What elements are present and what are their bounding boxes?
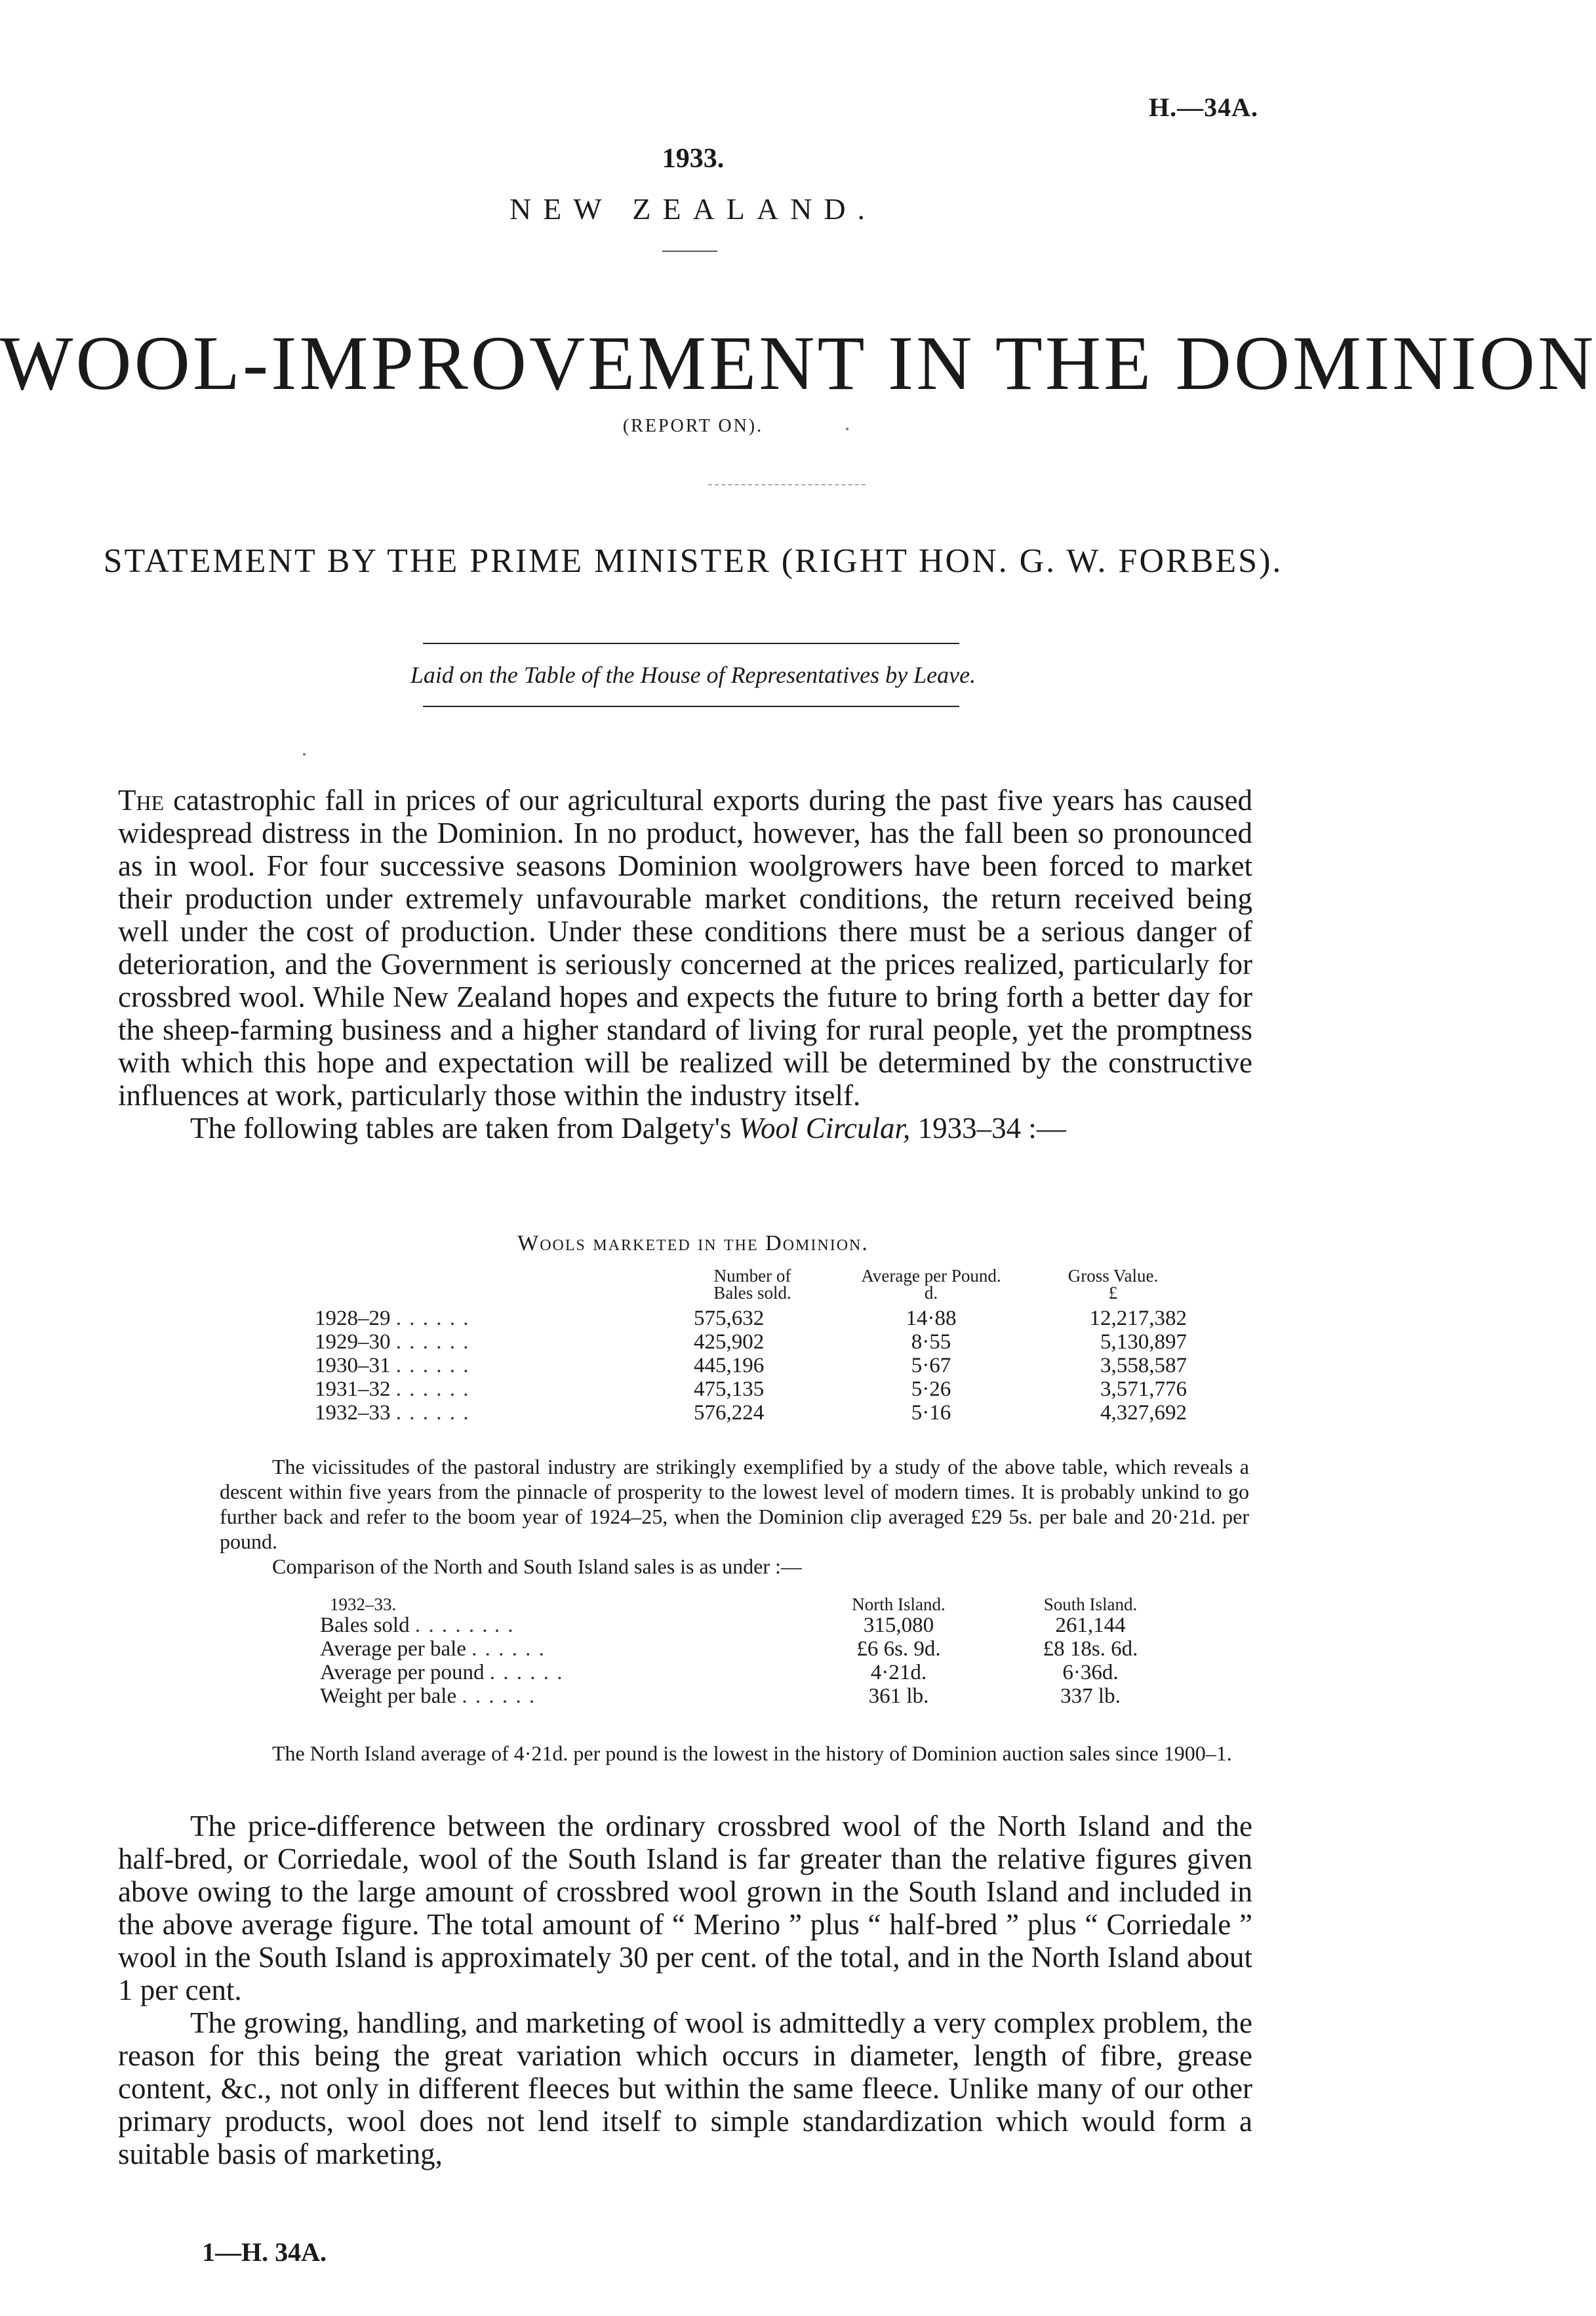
comparison-note: Comparison of the North and South Island sales is as under :— [272,1554,802,1578]
wools-marketed-table [315,1267,1187,1425]
intro-lead: The [118,784,165,817]
year-cell: 1931–32 [315,1377,391,1401]
north-average-section [220,1741,1249,1766]
table-row [320,1614,1199,1637]
average-cell: 5·67 [911,1354,951,1377]
following-text: The following tables are taken from Dalgety's [190,1112,739,1145]
gross-cell: 3,558,587 [1100,1354,1187,1377]
average-header: Average per Pound. d. [861,1266,1001,1303]
dot-leader: . . . . . . [395,1401,470,1425]
intro-paragraph [118,784,1252,1112]
gross-cell: 3,571,776 [1100,1377,1187,1401]
statement-heading: STATEMENT BY THE PRIME MINISTER (RIGHT HON. G. W. FORBES). [103,542,1283,580]
dot-leader: . . . . . . [471,1637,546,1661]
north-cell: 315,080 [863,1614,934,1637]
dot-leader: . . . . . . [395,1307,470,1330]
year-cell: 1929–30 [315,1330,391,1354]
document-year: 1933. [662,144,725,174]
table-row [320,1684,1199,1708]
north-cell: £6 6s. 9d. [856,1637,941,1661]
average-cell: 5·26 [911,1377,951,1401]
dashed-rule [708,484,866,485]
laid-on-table-note: Laid on the Table of the House of Representatives by Leave. [410,662,976,688]
intro-text: catastrophic fall in prices of our agricultural exports during the past five years has caused widespread distress in the Dominion. In no product, however, has the fall been so pronounced as in wool. For four successive seasons Dominion woolgrowers have been forced to market their production under extremely unfavourable market conditions, the return received being well under the cost of production. Under these conditions there must be a serious danger of deterioration, and the Government is seriously concerned at the prices realized, particularly for crossbred wool. While New Zealand hopes and expects the future to bring forth a better day for the sheep-farming business and a higher standard of living for rural people, yet the promptness with which this hope and expectation will be realized will be determined by the constructive influences at work, particularly those within the industry itself. [118,784,1252,1112]
print-speck [846,428,848,430]
row-label: Average per pound [320,1661,485,1684]
dot-leader: . . . . . . [395,1354,470,1377]
north-cell: 361 lb. [868,1684,929,1708]
north-average-note: The North Island average of 4·21d. per pound is the lowest in the history of Dominion auction sales since 1900–1. [272,1741,1232,1765]
bales-cell: 425,902 [694,1330,765,1354]
north-island-header: North Island. [852,1595,946,1614]
gross-cell: 4,327,692 [1100,1401,1187,1425]
bales-cell: 475,135 [694,1377,765,1401]
year-cell: 1928–29 [315,1307,391,1330]
average-cell: 14·88 [906,1307,957,1330]
bales-cell: 445,196 [694,1354,765,1377]
dot-leader: . . . . . . [489,1661,564,1684]
average-cell: 5·16 [911,1401,951,1425]
gross-cell: 5,130,897 [1100,1330,1187,1354]
notes-section [220,1454,1249,1579]
bottom-rule [423,706,959,707]
discussion-section [118,1810,1252,2170]
top-rule [423,643,959,644]
table-row [315,1377,1187,1401]
intro-section [118,784,1252,1145]
dot-leader: . . . . . . [395,1330,470,1354]
table-row [315,1307,1187,1330]
year-cell: 1932–33 [315,1401,391,1425]
north-cell: 4·21d. [870,1661,927,1684]
wool-circular-title: Wool Circular, [738,1112,911,1145]
south-island-header: South Island. [1043,1595,1138,1614]
table-row [320,1661,1199,1684]
south-cell: 337 lb. [1060,1684,1121,1708]
dot-leader: . . . . . . [414,1614,489,1637]
island-comparison-table [320,1595,1199,1708]
table-header-row [315,1267,1187,1307]
following-paragraph [118,1112,1252,1145]
growing-paragraph: The growing, handling, and marketing of wool is admittedly a very complex problem, the reason for this being the great variation which occurs in diameter, length of fibre, grease content, &c., not only in different fleeces but within the same fleece. Unlike many of our other primary products, wool does not lend itself to simple standardization which would form a suitable basis of marketing, [118,2006,1252,2170]
row-label: Average per bale [320,1637,466,1661]
average-cell: 8·55 [911,1330,951,1354]
following-text-end: 1933–34 :— [910,1112,1066,1145]
south-cell: 261,144 [1055,1614,1126,1637]
page-subtitle: (REPORT ON). [622,416,764,436]
year-header: 1932–33. [330,1595,397,1614]
table-header-row [320,1595,1199,1614]
table-caption: Wools marketed in the Dominion. [517,1231,869,1255]
south-cell: 6·36d. [1062,1661,1119,1684]
dot-leader: . . . . . . [462,1684,536,1708]
table-row [315,1330,1187,1354]
page-footer: 1—H. 34A. [202,2237,327,2267]
bales-header: Number of Bales sold. [713,1266,791,1303]
dot-leader: . . . . . . [395,1377,470,1401]
country-heading: NEW ZEALAND. [509,192,877,226]
table-row [320,1637,1199,1661]
gross-cell: 12,217,382 [1089,1307,1187,1330]
row-label: Weight per bale [320,1684,457,1708]
price-difference-paragraph: The price-difference between the ordinary crossbred wool of the North Island and the half-bred, or Corriedale, wool of the South Island is far greater than the relative figures given above owing to the large amount of crossbred wool grown in the South Island and included in the above average figure. The total amount of “ Merino ” plus “ half-bred ” plus “ Corriedale ” wool in the South Island is approximately 30 per cent. of the total, and in the North Island about 1 per cent. [118,1810,1252,2006]
table-row [315,1401,1187,1425]
short-rule [662,251,717,252]
table-row [315,1354,1187,1377]
dot-leader: . . [494,1614,515,1637]
gross-header: Gross Value. £ [1067,1266,1159,1303]
year-cell: 1930–31 [315,1354,391,1377]
vicissitudes-note: The vicissitudes of the pastoral industry are strikingly exemplified by a study of the above table, which reveals a descent within five years from the pinnacle of prosperity to the lowest level of modern times. It is probably unkind to go further back and refer to the boom year of 1924–25, when the Dominion clip averaged £29 5s. per bale and 20·21d. per pound. [220,1455,1249,1553]
page-title: WOOL-IMPROVEMENT IN THE DOMINION [0,320,1596,406]
south-cell: £8 18s. 6d. [1043,1637,1138,1661]
print-speck [303,753,306,756]
bales-cell: 576,224 [694,1401,765,1425]
row-label: Bales sold [320,1614,410,1637]
document-reference: H.—34A. [1149,92,1258,122]
bales-cell: 575,632 [694,1307,765,1330]
